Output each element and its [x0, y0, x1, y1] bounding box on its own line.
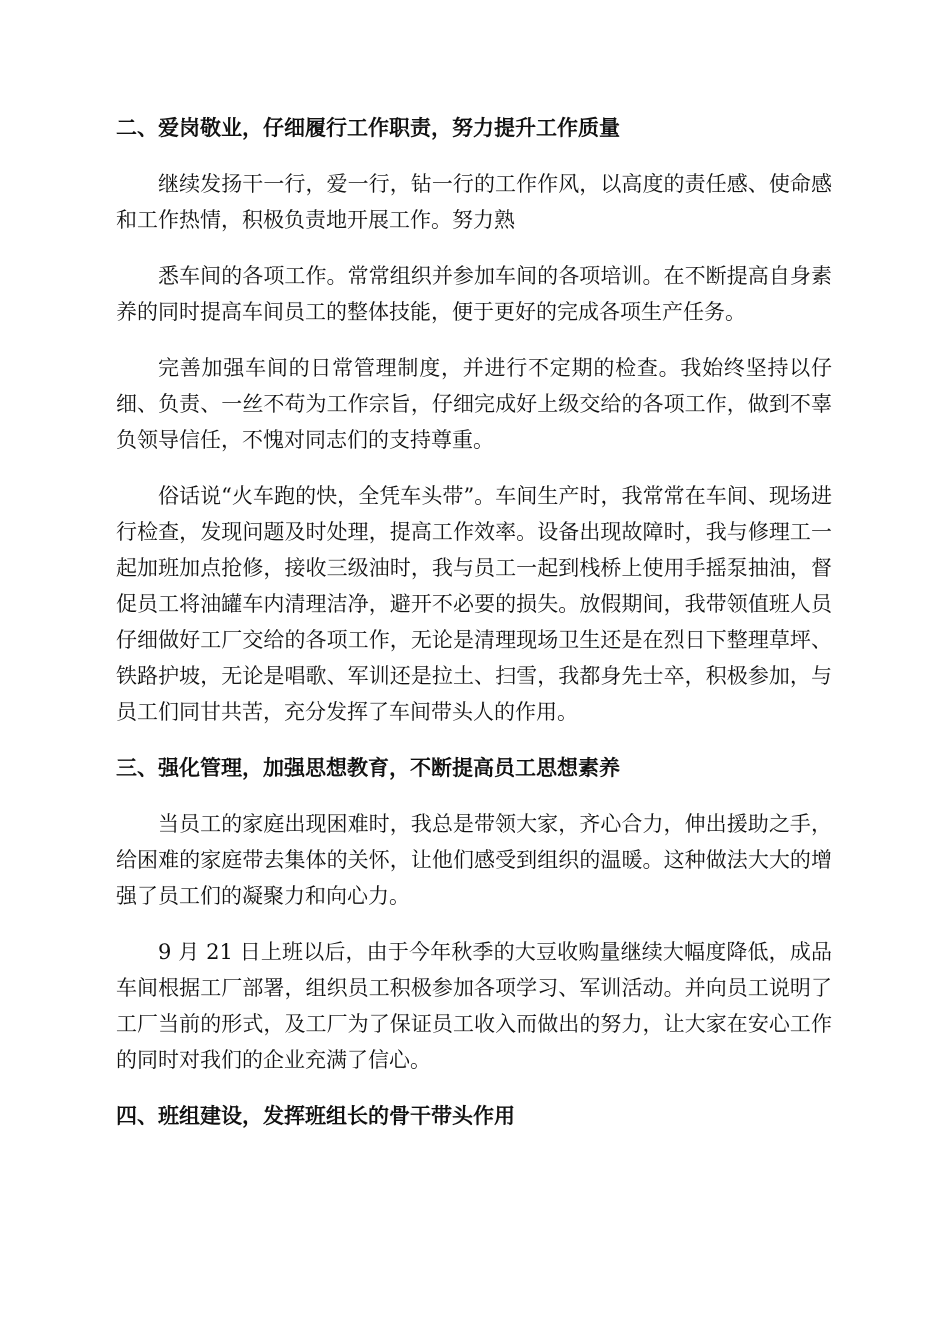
paragraph: 完善加强车间的日常管理制度，并进行不定期的检查。我始终坚持以仔细、负责、一丝不苟为工作宗旨，仔细完成好上级交给的各项工作，做到不辜负领导信任，不愧对同志们的支持尊重。: [116, 356, 832, 452]
section-heading-2: 二、爱岗敬业，仔细履行工作职责，努力提升工作质量: [116, 116, 620, 140]
paragraph: 俗话说“火车跑的快，全凭车头带”。车间生产时，我常常在车间、现场进行检查，发现问题及时处理，提高工作效率。设备出现故障时，我与修理工一起加班加点抢修，接收三级油时，我与员工一起到栈桥上使用手摇泵抽油，督促员工将油罐车内清理洁净，避开不必要的损失。放假期间，我带领值班人员仔细做好工厂交给的各项工作，无论是清理现场卫生还是在烈日下整理草坪、铁路护坡，无论是唱歌、军训还是拉土、扫雪，我都身先士卒，积极参加，与员工们同甘共苦，充分发挥了车间带头人的作用。: [116, 484, 832, 724]
section-heading-3: 三、强化管理，加强思想教育，不断提高员工思想素养: [116, 756, 620, 780]
paragraph: 9 月 21 日上班以后，由于今年秋季的大豆收购量继续大幅度降低，成品车间根据工厂部署，组织员工积极参加各项学习、军训活动。并向员工说明了工厂当前的形式，及工厂为了保证员工收入而做出的努力，让大家在安心工作的同时对我们的企业充满了信心。: [116, 940, 832, 1072]
paragraph: 当员工的家庭出现困难时，我总是带领大家，齐心合力，伸出援助之手，给困难的家庭带去集体的关怀，让他们感受到组织的温暖。这种做法大大的增强了员工们的凝聚力和向心力。: [116, 812, 832, 908]
paragraph: 悉车间的各项工作。常常组织并参加车间的各项培训。在不断提高自身素养的同时提高车间员工的整体技能，便于更好的完成各项生产任务。: [116, 264, 832, 324]
document-page: [116, 110, 832, 1134]
paragraph: 继续发扬干一行，爱一行，钻一行的工作作风，以高度的责任感、使命感和工作热情，积极负责地开展工作。努力熟: [116, 172, 832, 232]
section-heading-4: 四、班组建设，发挥班组长的骨干带头作用: [116, 1104, 515, 1128]
